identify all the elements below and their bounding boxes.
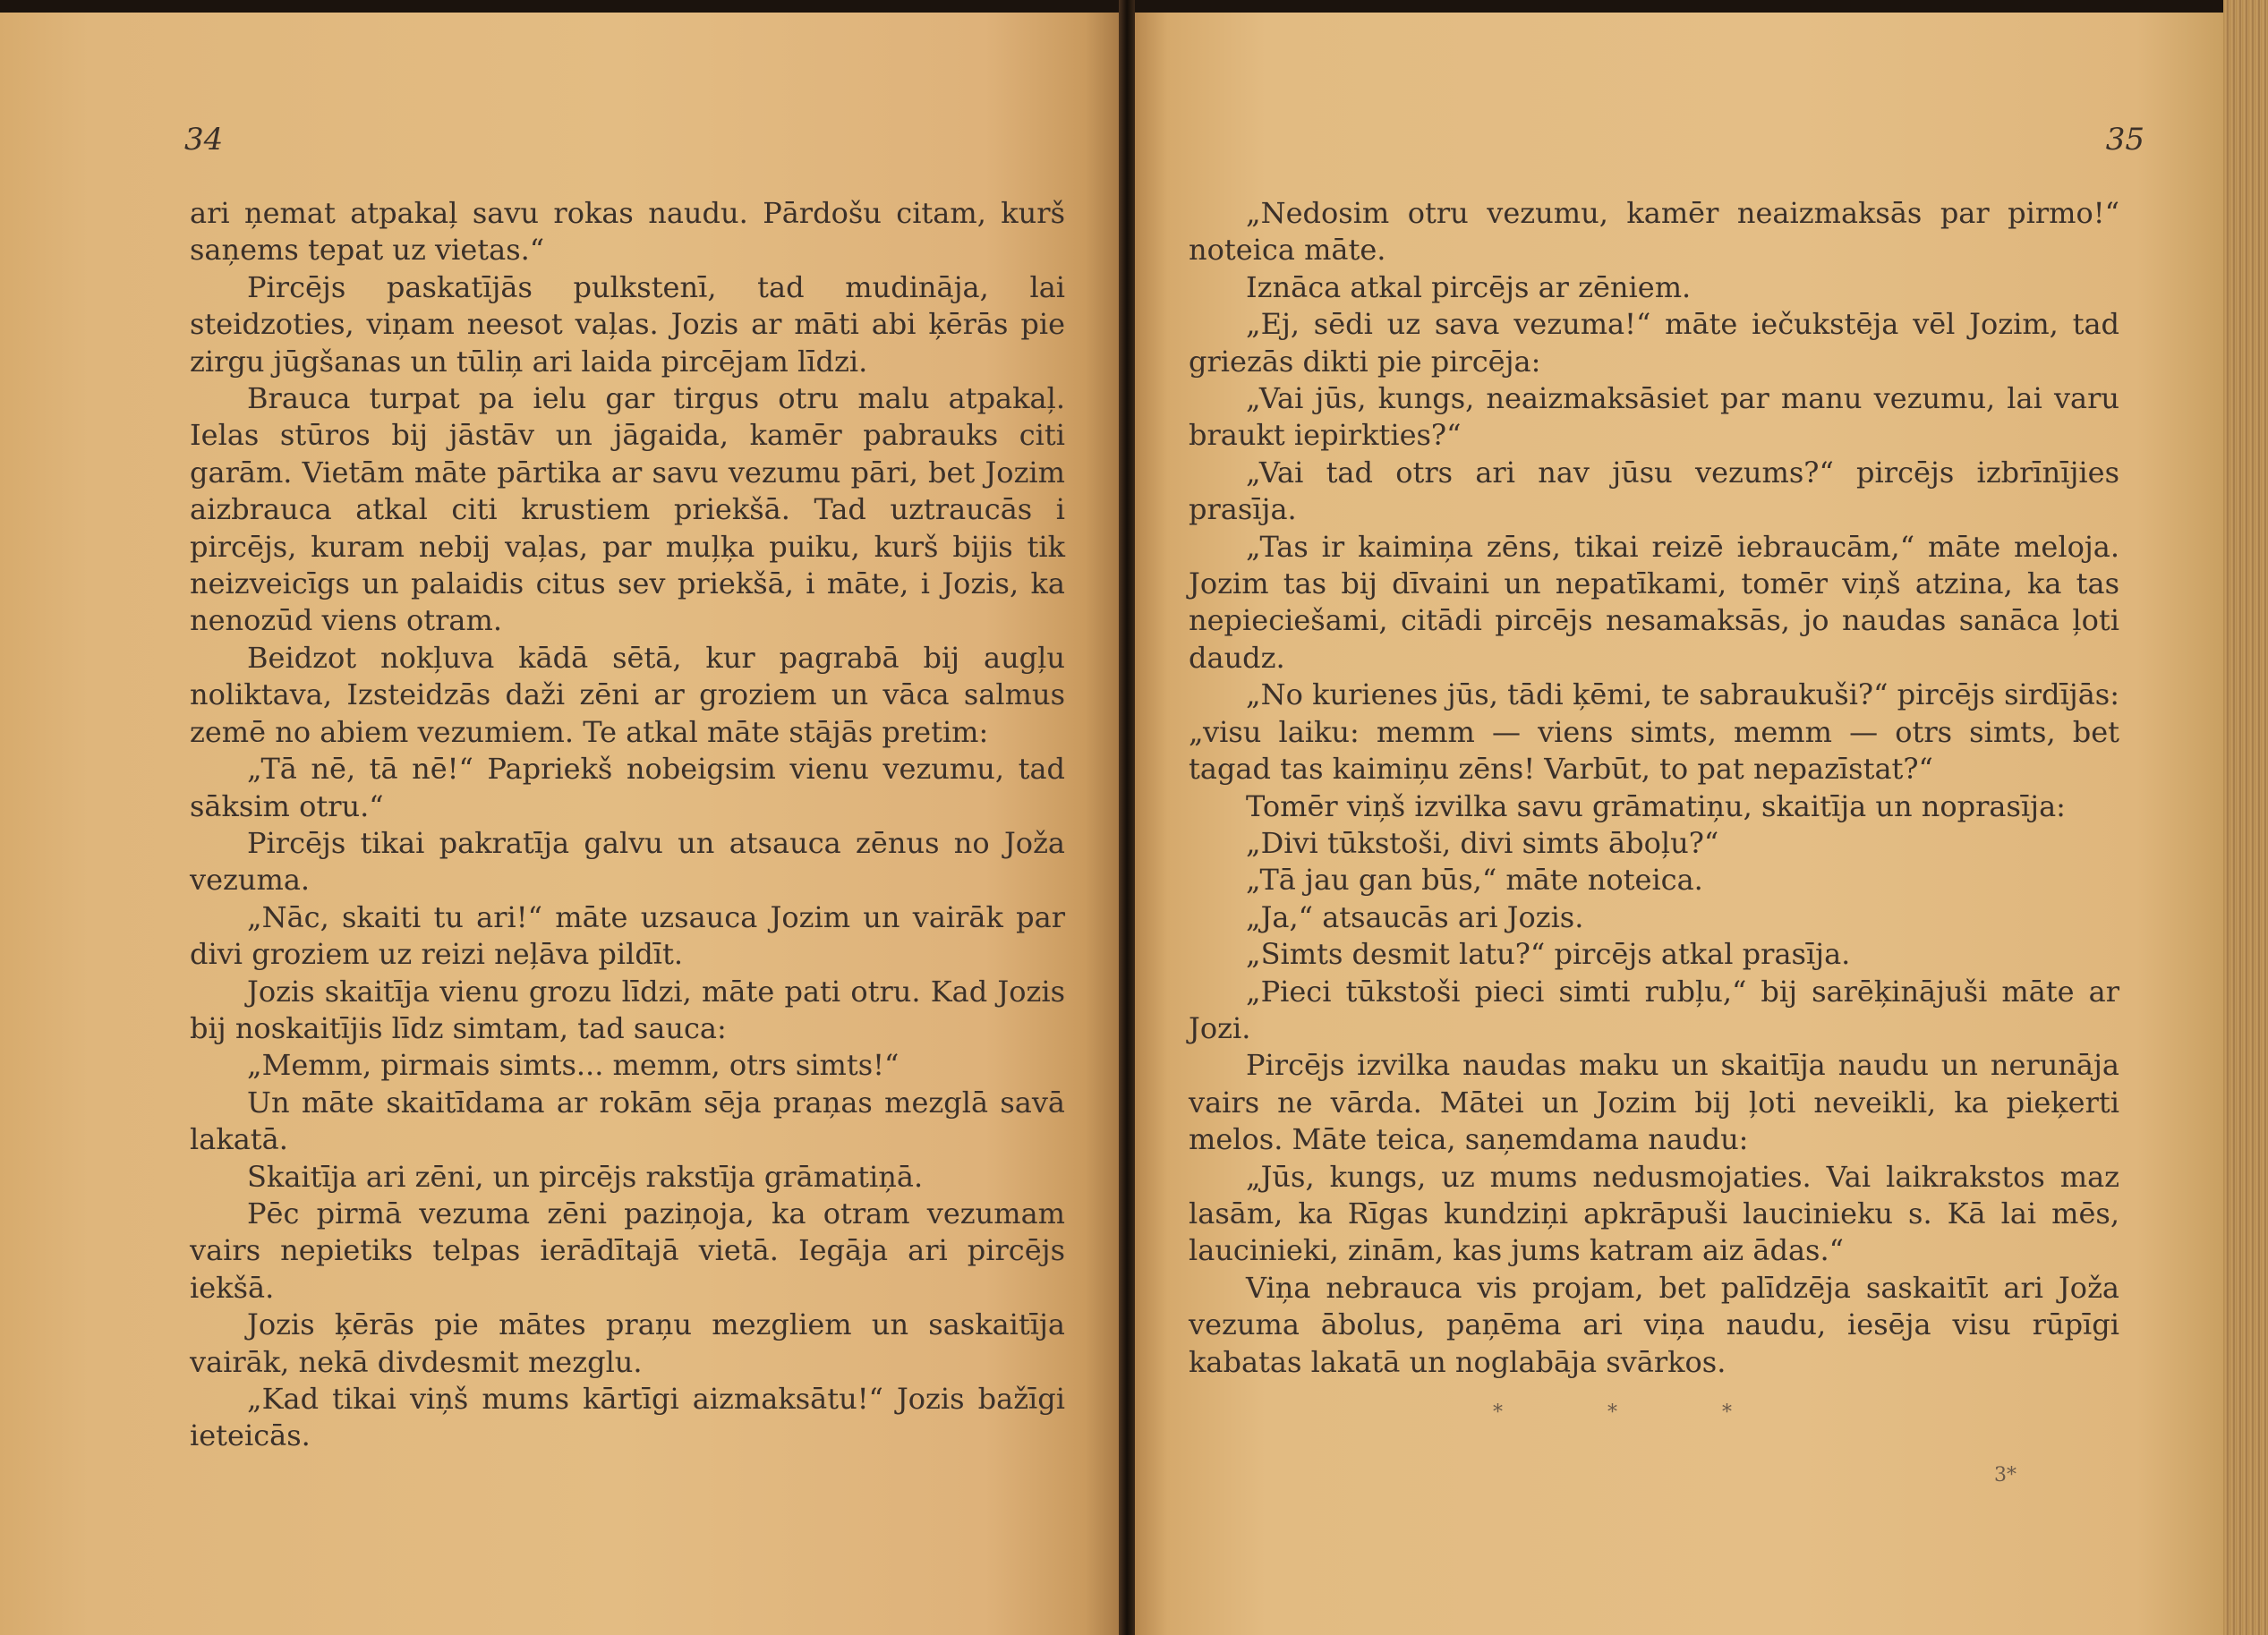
paragraph: Jozis skaitīja vienu grozu līdzi, māte pati otru. Kad Jozis bij noskaitījis līdz simtam, tad sauca:	[190, 974, 1065, 1045]
paragraph: Viņa nebrauca vis projam, bet palīdzēja saskaitīt ari Joža vezuma ābolus, paņēma ari viņa naudu, iesēja visu rūpīgi kabatas lakatā un noglabāja svārkos.	[1189, 1270, 2119, 1379]
paragraph: „Ej, sēdi uz sava vezuma!“ māte iečukstēja vēl Jozim, tad griezās dikti pie pircēja:	[1189, 307, 2119, 379]
paragraph: „Tas ir kaimiņa zēns, tikai reizē iebraucām,“ māte meloja. Jozim tas bij dīvaini un nepatīkami, tomēr viņš atzina, ka tas nepieciešami, citādi pircējs nesamaksās, jo naudas sanāca ļoti daudz.	[1189, 529, 2119, 675]
paragraph: „Nāc, skaiti tu ari!“ māte uzsauca Jozim un vairāk par divi groziem uz reizi neļāva pildīt.	[190, 899, 1065, 972]
page-number-right: 35	[2105, 122, 2144, 158]
paragraph: Skaitīja ari zēni, un pircējs rakstīja grāmatiņā.	[247, 1159, 924, 1194]
right-page-text	[1189, 195, 2119, 1381]
left-page-text	[190, 195, 1065, 1455]
paragraph: „Vai jūs, kungs, neaizmaksāsiet par manu vezumu, lai varu braukt iepirkties?“	[1189, 381, 2119, 453]
paragraph: Un māte skaitīdama ar rokām sēja praņas mezglā savā lakatā.	[190, 1085, 1065, 1157]
paragraph: ari ņemat atpakaļ savu rokas naudu. Pārdošu citam, kurš saņems tepat uz vietas.“	[190, 196, 1065, 268]
paragraph: Jozis ķērās pie mātes praņu mezgliem un saskaitīja vairāk, nekā divdesmit mezglu.	[190, 1307, 1065, 1379]
paragraph: Iznāca atkal pircējs ar zēniem.	[1246, 269, 1692, 304]
paragraph: „Memm, pirmais simts... memm, otrs simts!“	[247, 1048, 900, 1083]
right-page	[1135, 13, 2223, 1635]
paragraph: Pircējs tikai pakratīja galvu un atsauca zēnus no Joža vezuma.	[190, 825, 1065, 898]
paragraph: Beidzot nokļuva kādā sētā, kur pagrabā bij augļu noliktava, Izsteidzās daži zēni ar groziem un vāca salmus zemē no abiem vezumiem. Te atkal māte stājās pretim:	[190, 640, 1065, 749]
paragraph: Pircējs paskatījās pulkstenī, tad mudināja, lai steidzoties, viņam neesot vaļas. Jozis ar māti abi ķērās pie zirgu jūgšanas un tūliņ ari laida pircējam līdzi.	[190, 269, 1065, 379]
paragraph: Pēc pirmā vezuma zēni paziņoja, ka otram vezumam vairs nepietiks telpas ierādītajā vietā. Iegāja ari pircējs iekšā.	[190, 1196, 1065, 1305]
paragraph: „Divi tūkstoši, divi simts āboļu?“	[1246, 825, 1719, 860]
paragraph: „Tā jau gan būs,“ māte noteica.	[1246, 863, 1703, 898]
paragraph: Tomēr viņš izvilka savu grāmatiņu, skaitīja un noprasīja:	[1246, 788, 2066, 823]
paragraph: „Tā nē, tā nē!“ Papriekš nobeigsim vienu vezumu, tad sāksim otru.“	[190, 752, 1065, 823]
left-page	[0, 13, 1119, 1635]
paragraph: Brauca turpat pa ielu gar tirgus otru malu atpakaļ. Ielas stūros bij jāstāv un jāgaida, kamēr pabrauks citi garām. Vietām māte pārtika ar savu vezumu pāri, bet Jozim aizbrauca atkal citi krustiem priekšā. Tad uztraucās i pircējs, kuram nebij vaļas, par muļķa puiku, kurš bijis tik neizveicīgs un palaidis citus sev priekšā, i māte, i Jozis, ka nenozūd viens otram.	[190, 381, 1065, 638]
paragraph: „No kurienes jūs, tādi ķēmi, te sabraukuši?“ pircējs sirdījās: „visu laiku: memm — viens simts, memm — otrs simts, bet tagad tas kaimiņu zēns! Varbūt, to pat nepazīstat?“	[1189, 677, 2119, 787]
section-break: * * *	[1493, 1401, 1732, 1424]
paragraph: „Pieci tūkstoši pieci simti rubļu,“ bij sarēķinājuši māte ar Jozi.	[1189, 974, 2119, 1045]
paragraph: „Vai tad otrs ari nav jūsu vezums?“ pircējs izbrīnījies prasīja.	[1189, 455, 2119, 527]
paragraph: „Nedosim otru vezumu, kamēr neaizmaksās par pirmo!“ noteica māte.	[1189, 196, 2119, 268]
paragraph: „Simts desmit latu?“ pircējs atkal prasīja.	[1246, 937, 1851, 972]
paragraph: „Kad tikai viņš mums kārtīgi aizmaksātu!“ Jozis bažīgi ieteicās.	[190, 1382, 1065, 1453]
paragraph: „Jūs, kungs, uz mums nedusmojaties. Vai laikrakstos maz lasām, ka Rīgas kundziņi apkrāpuši laucinieku s. Kā lai mēs, laucinieki, zinām, kas jums katram aiz ādas.“	[1189, 1159, 2119, 1268]
paragraph: „Ja,“ atsaucās ari Jozis.	[1246, 899, 1584, 934]
page-number-left: 34	[184, 122, 224, 158]
signature-mark: 3*	[1994, 1464, 2016, 1486]
paragraph: Pircējs izvilka naudas maku un skaitīja naudu un nerunāja vairs ne vārda. Mātei un Jozim bij ļoti neveikli, ka pieķerti melos. Māte teica, saņemdama naudu:	[1189, 1048, 2119, 1157]
book-gutter	[1119, 0, 1135, 1635]
page-edges	[2223, 0, 2268, 1635]
